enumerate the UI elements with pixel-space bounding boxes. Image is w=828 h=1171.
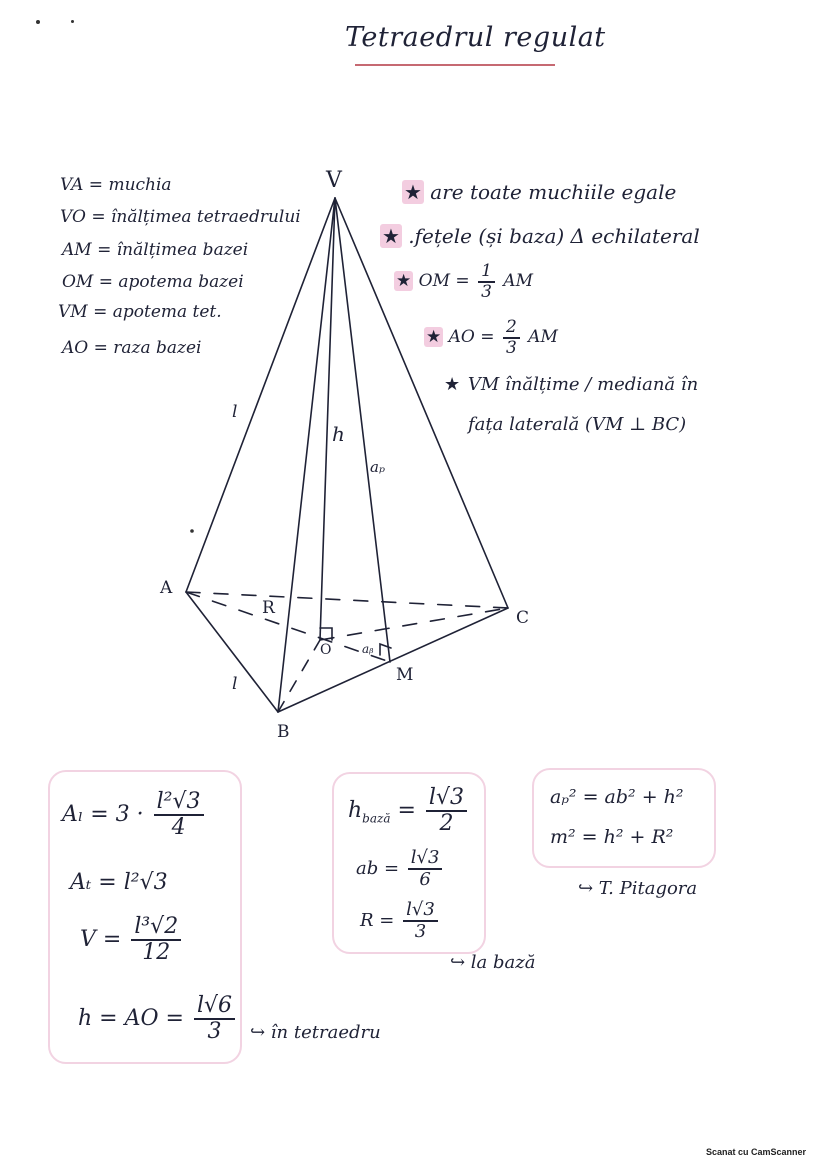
definition-vo: VO = înălțimea tetraedrului bbox=[60, 207, 301, 227]
property-ao: ★ AO = $\frac{2}{3}$ AM bbox=[426, 317, 558, 358]
star-icon: ★ bbox=[396, 271, 412, 292]
formula-total-area: Aₜ = l²√3 bbox=[70, 870, 168, 895]
formula-base-note: ↪ la bază bbox=[450, 952, 536, 973]
property-vm-line2: fața laterală (VM ⊥ BC) bbox=[468, 414, 687, 435]
vertex-label-v: V bbox=[326, 168, 342, 193]
property-vm: ★ VM înălțime / mediană în bbox=[444, 374, 699, 395]
formula-base-height: $h_{bază}$ = $\frac{l√3}{2}$ bbox=[348, 786, 470, 836]
definition-ao: AO = raza bazei bbox=[62, 338, 202, 358]
edge-label-h: h bbox=[332, 422, 345, 446]
page-title: Tetraedrul regulat bbox=[345, 22, 606, 53]
property-om: ★ OM = $\frac{1}{3}$ AM bbox=[396, 261, 533, 302]
property-equal-edges: ★ are toate muchiile egale bbox=[404, 180, 677, 204]
formula-pythagoras-1: aₚ² = ab² + h² bbox=[550, 786, 684, 808]
formula-base-radius: R = $\frac{l√3}{3}$ bbox=[360, 900, 441, 942]
scanner-watermark: Scanat cu CamScanner bbox=[705, 1147, 806, 1157]
vertex-label-o: O bbox=[320, 642, 332, 658]
fraction: $\frac{1}{3}$ bbox=[478, 262, 495, 301]
formula-pythagoras-note: ↪ T. Pitagora bbox=[578, 878, 698, 899]
edge-label-l-lower: l bbox=[232, 674, 238, 694]
definition-vm: VM = apotema tet. bbox=[58, 302, 222, 322]
vertex-label-b: B bbox=[277, 722, 290, 742]
formula-height: h = AO = $\frac{l√6}{3}$ bbox=[78, 994, 238, 1044]
vertex-label-a: A bbox=[160, 578, 173, 598]
edge-label-r: R bbox=[262, 598, 275, 618]
star-icon: ★ bbox=[382, 224, 400, 248]
property-equilateral-faces: ★ .fețele (și baza) Δ echilateral bbox=[382, 224, 700, 248]
formula-base-apothem: ab = $\frac{l√3}{6}$ bbox=[356, 848, 445, 890]
formula-lateral-area: Aₗ = 3 · $\frac{\text{l²√3}}{4}$ bbox=[62, 790, 207, 840]
definition-om: OM = apotema bazei bbox=[62, 272, 244, 292]
vertex-label-c: C bbox=[516, 608, 530, 628]
definition-va: VA = muchia bbox=[60, 175, 172, 195]
edge-label-ab: aᵦ bbox=[362, 642, 374, 656]
star-icon: ★ bbox=[426, 327, 442, 348]
definition-am: AM = înălțimea bazei bbox=[62, 240, 249, 260]
formula-volume: V = $\frac{\text{l³√2}}{12}$ bbox=[80, 915, 184, 965]
formula-box-pythagoras bbox=[532, 768, 716, 868]
formula-pythagoras-2: m² = h² + R² bbox=[550, 826, 674, 848]
edge-label-l-upper: l bbox=[232, 402, 238, 422]
formula-height-note: ↪ în tetraedru bbox=[250, 1022, 381, 1043]
vertex-label-m: M bbox=[396, 665, 414, 685]
fraction: $\frac{2}{3}$ bbox=[503, 318, 520, 357]
star-icon: ★ bbox=[404, 180, 422, 204]
star-icon: ★ bbox=[444, 374, 461, 395]
edge-label-ap: aₚ bbox=[370, 458, 385, 476]
